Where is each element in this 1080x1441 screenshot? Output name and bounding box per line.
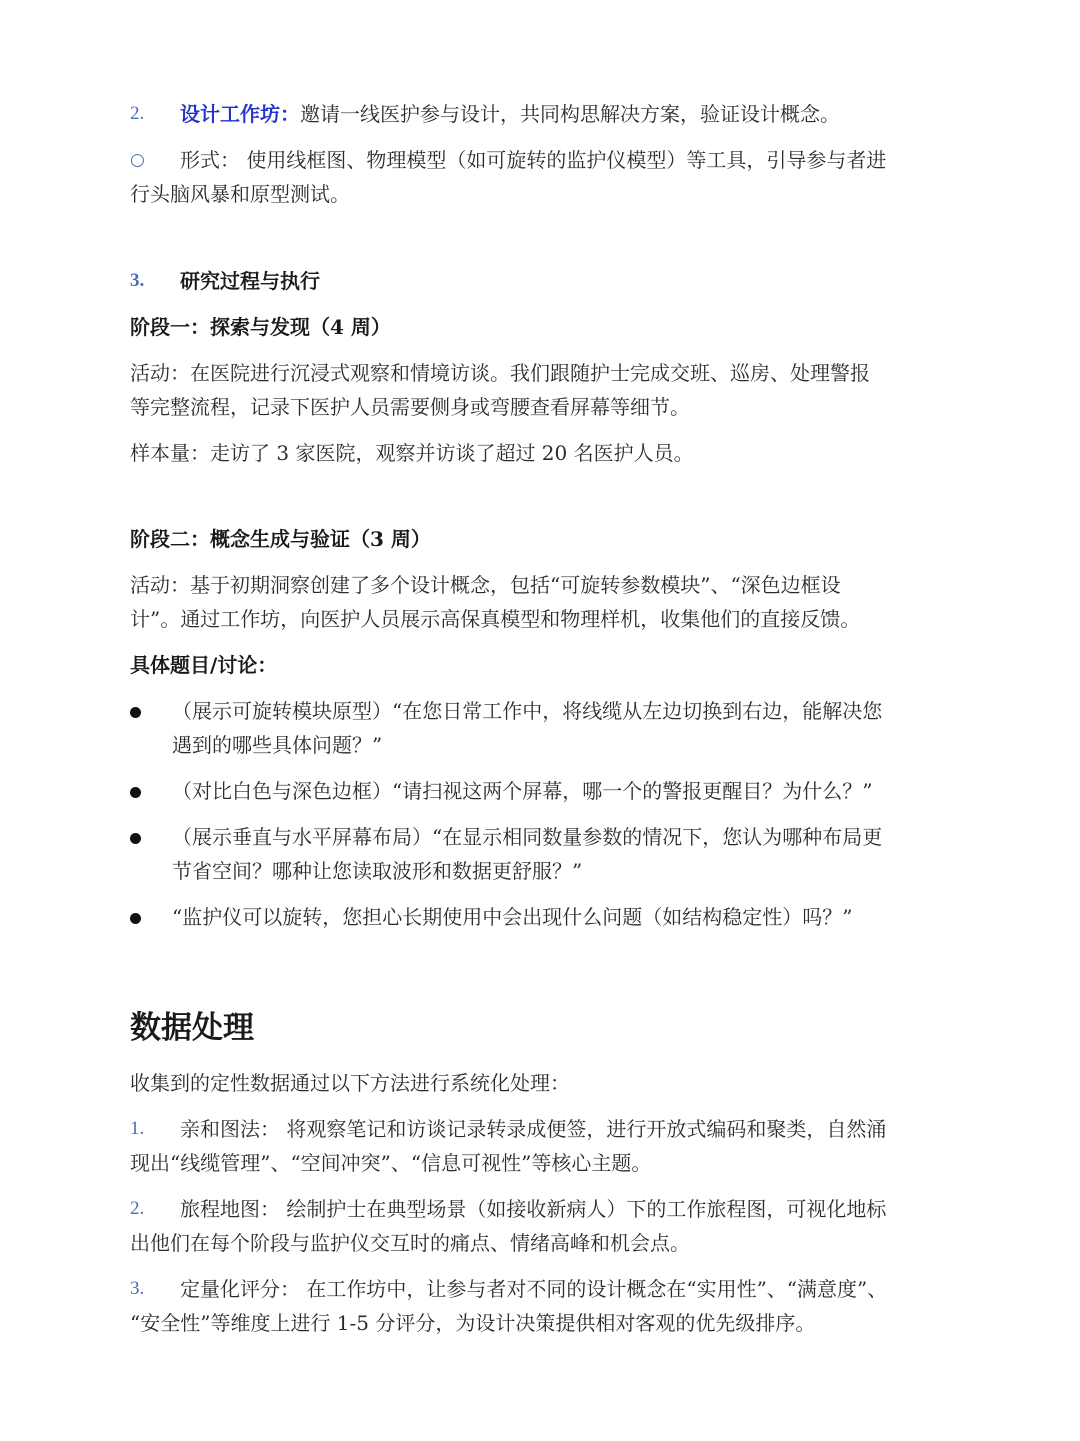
data-processing-intro: 收集到的定性数据通过以下方法进行系统化处理： xyxy=(130,1071,570,1095)
list-number: 2. xyxy=(130,1198,145,1219)
list-number: 2. xyxy=(130,103,145,124)
phase1-activity-line2: 等完整流程，记录下医护人员需要侧身或弯腰查看屏幕等细节。 xyxy=(130,395,690,419)
workshop-form-line2: 行头脑风暴和原型测试。 xyxy=(130,182,350,206)
phase2-activity-line2: 计”。通过工作坊，向医护人员展示高保真模型和物理样机，收集他们的直接反馈。 xyxy=(130,607,861,631)
list-number: 1. xyxy=(130,1118,145,1139)
bullet-icon xyxy=(130,913,141,924)
list-number: 3. xyxy=(130,1278,145,1299)
list-number: 3. xyxy=(130,270,145,291)
bullet-icon xyxy=(130,707,141,718)
bullet-icon xyxy=(130,833,141,844)
process-title: 研究过程与执行 xyxy=(180,269,320,293)
phase2-title: 阶段二：概念生成与验证（3 周） xyxy=(130,527,431,551)
questions-title: 具体题目/讨论： xyxy=(130,653,278,677)
hollow-bullet-icon: ○ xyxy=(130,150,145,170)
bullet-icon xyxy=(130,787,141,798)
phase1-activity-line1: 活动：在医院进行沉浸式观察和情境访谈。我们跟随护士完成交班、巡房、处理警报 xyxy=(130,361,870,385)
workshop-title: 设计工作坊： xyxy=(180,102,300,126)
phase2-activity-line1: 活动：基于初期洞察创建了多个设计概念，包括“可旋转参数模块”、“深色边框设 xyxy=(130,573,841,597)
phase1-sample: 样本量：走访了 3 家医院，观察并访谈了超过 20 名医护人员。 xyxy=(130,441,694,465)
phase1-title: 阶段一：探索与发现（4 周） xyxy=(130,315,391,339)
section-heading-data-processing: 数据处理 xyxy=(130,1010,254,1046)
workshop-text: 邀请一线医护参与设计，共同构思解决方案，验证设计概念。 xyxy=(300,102,840,126)
